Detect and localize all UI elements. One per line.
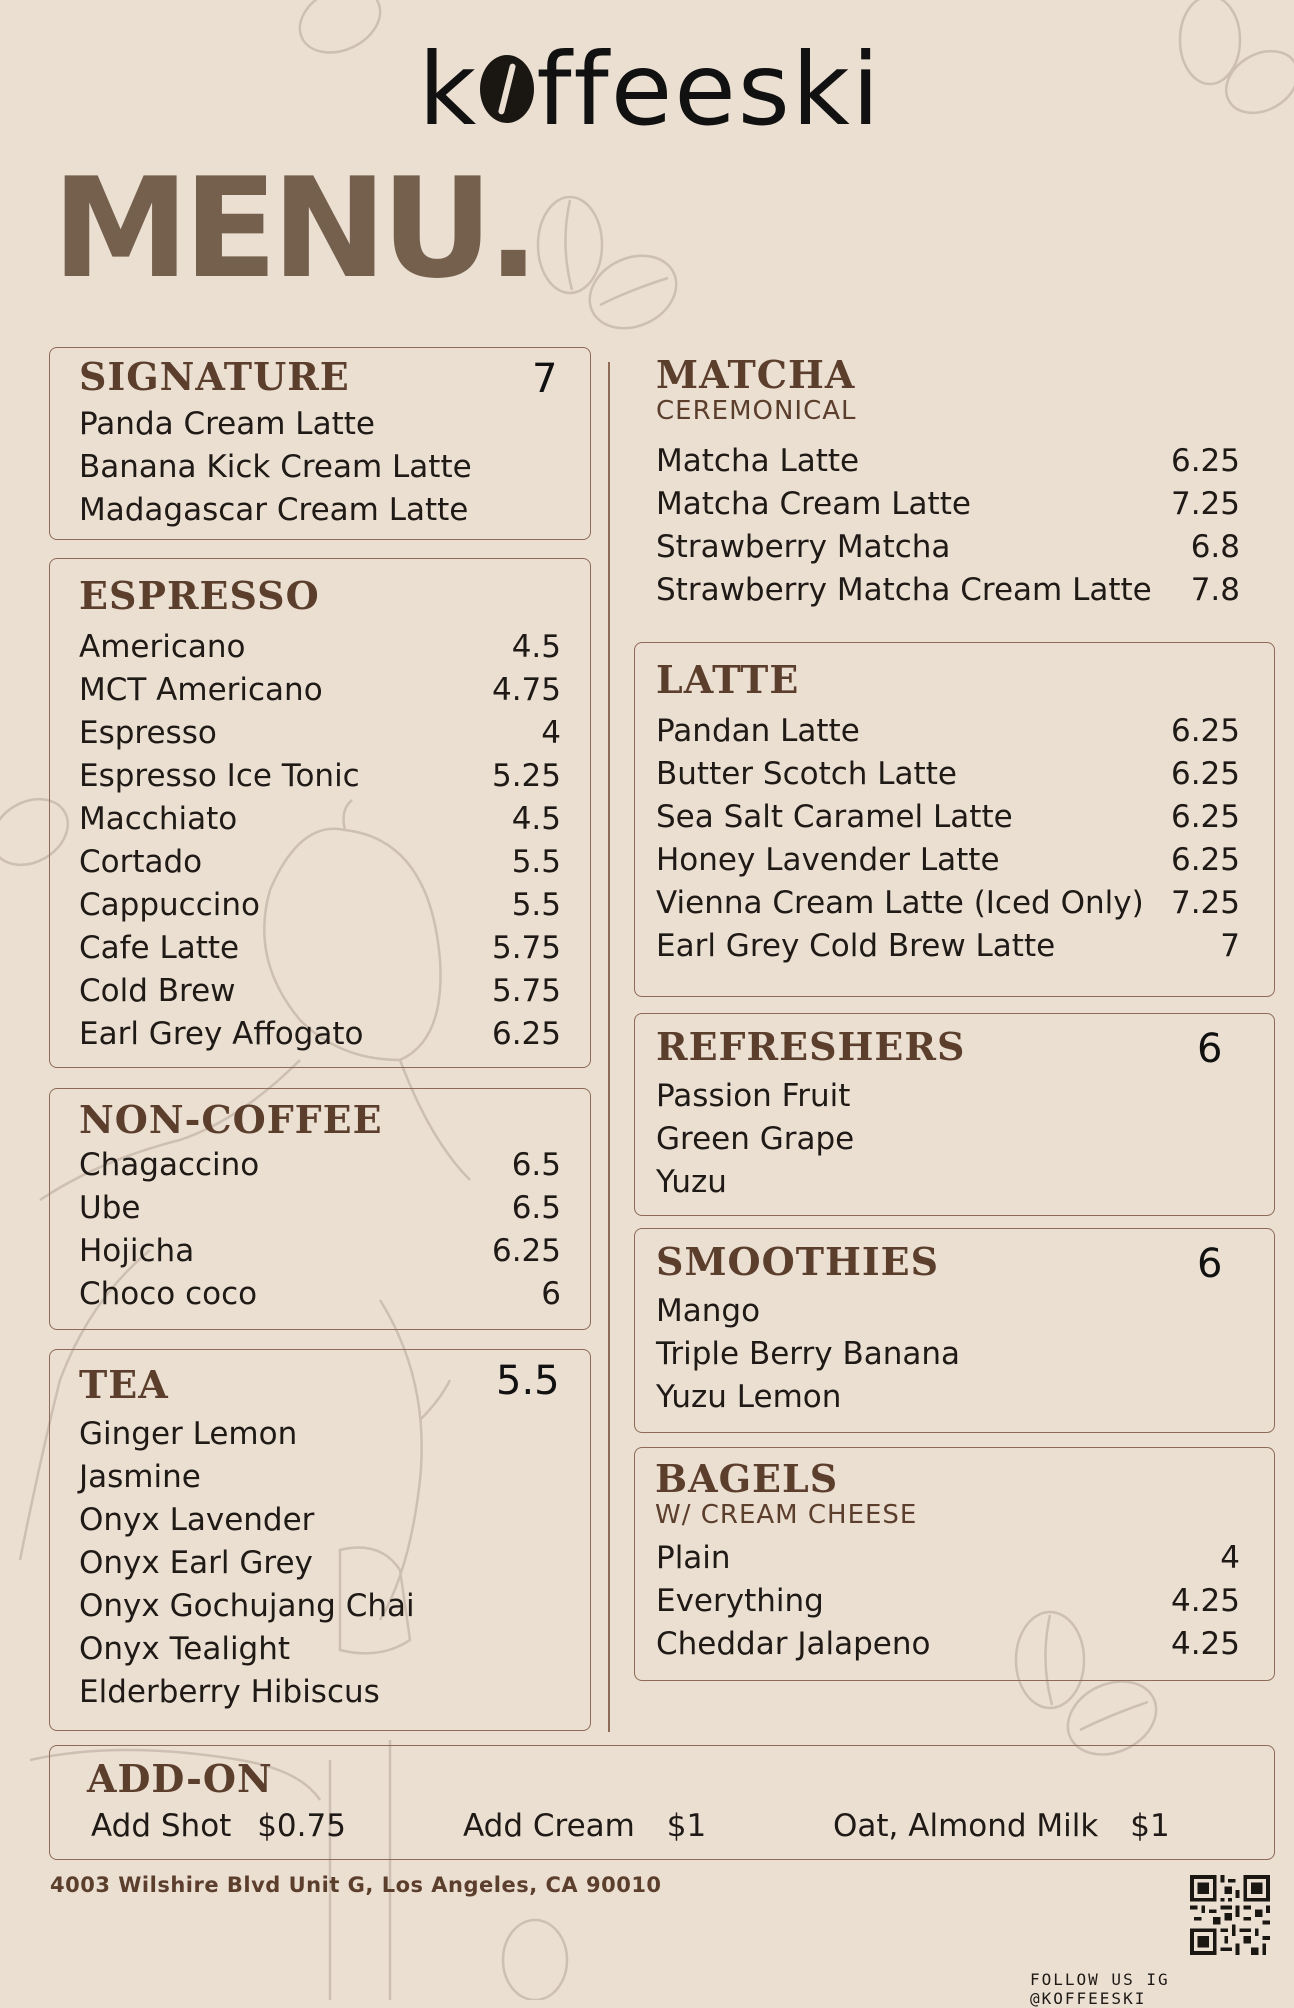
menu-item	[79, 1545, 313, 1581]
addon-price: $1	[666, 1808, 707, 1844]
item-name: Strawberry Matcha Cream Latte	[656, 572, 1152, 608]
menu-item	[656, 756, 1240, 792]
item-price: 6.25	[1170, 443, 1240, 479]
item-price: 5.5	[511, 844, 561, 880]
addon-section	[49, 1745, 1275, 1860]
item-name: Ginger Lemon	[79, 1416, 298, 1452]
addon-price: $0.75	[257, 1808, 346, 1844]
item-name: Elderberry Hibiscus	[79, 1674, 380, 1710]
section-subtitle: W/ CREAM CHEESE	[655, 1500, 918, 1530]
item-price: 4	[541, 715, 561, 751]
menu-item	[79, 449, 472, 485]
item-name: Cheddar Jalapeno	[656, 1626, 931, 1662]
menu-item	[79, 1674, 380, 1710]
item-name: Americano	[79, 629, 246, 665]
menu-item	[656, 486, 1240, 522]
section-title: SIGNATURE	[79, 354, 350, 399]
menu-item	[79, 973, 561, 1009]
item-name: Macchiato	[79, 801, 238, 837]
addon-item	[463, 1808, 706, 1844]
menu-item	[79, 930, 561, 966]
addon-item	[833, 1808, 1170, 1844]
item-name: Earl Grey Affogato	[79, 1016, 364, 1052]
item-name: Butter Scotch Latte	[656, 756, 957, 792]
item-name: Green Grape	[656, 1121, 855, 1157]
item-name: Onyx Tealight	[79, 1631, 291, 1667]
item-price: 5.75	[491, 973, 561, 1009]
menu-item	[656, 1121, 854, 1157]
item-price: 7.25	[1170, 486, 1240, 522]
refreshers-section	[634, 1013, 1275, 1216]
item-name: Pandan Latte	[656, 713, 860, 749]
item-price: 4.5	[511, 629, 561, 665]
menu-item	[79, 672, 561, 708]
item-price: 7.8	[1190, 572, 1240, 608]
menu-item	[79, 844, 561, 880]
item-name: Cafe Latte	[79, 930, 240, 966]
item-name: Jasmine	[79, 1459, 201, 1495]
item-name: Vienna Cream Latte (Iced Only)	[656, 885, 1144, 921]
item-price: 6.25	[1170, 756, 1240, 792]
menu-item	[79, 801, 561, 837]
menu-item	[656, 713, 1240, 749]
section-title: NON-COFFEE	[79, 1097, 383, 1142]
addon-name: Oat, Almond Milk	[833, 1808, 1099, 1844]
addon-name: Add Cream	[463, 1808, 635, 1844]
item-name: Strawberry Matcha	[656, 529, 951, 565]
non-coffee-section	[49, 1088, 591, 1330]
address: 4003 Wilshire Blvd Unit G, Los Angeles, CA 90010	[50, 1873, 662, 1897]
menu-item	[656, 1164, 727, 1200]
menu-item	[656, 529, 1240, 565]
menu-item	[79, 406, 375, 442]
menu-item	[79, 1459, 201, 1495]
section-price: 5.5	[496, 1358, 560, 1404]
item-price: 6.25	[491, 1016, 561, 1052]
addon-name: Add Shot	[91, 1808, 232, 1844]
menu-item	[79, 887, 561, 923]
item-name: Cappuccino	[79, 887, 260, 923]
item-name: Ube	[79, 1190, 141, 1226]
section-title: ESPRESSO	[79, 573, 320, 618]
menu-item	[656, 799, 1240, 835]
item-name: MCT Americano	[79, 672, 323, 708]
menu-item	[79, 1631, 290, 1667]
item-price: 4.25	[1170, 1583, 1240, 1619]
column-divider	[608, 362, 610, 1732]
item-name: Earl Grey Cold Brew Latte	[656, 928, 1056, 964]
menu-item	[79, 1276, 561, 1312]
menu-item	[656, 1540, 1240, 1576]
espresso-section	[49, 558, 591, 1068]
section-title: SMOOTHIES	[656, 1239, 940, 1284]
menu-title: MENU.	[52, 148, 534, 309]
menu-item	[656, 1583, 1240, 1619]
logo-text-start: k	[418, 30, 479, 148]
item-price: 6.8	[1190, 529, 1240, 565]
item-name: Onyx Earl Grey	[79, 1545, 313, 1581]
item-name: Madagascar Cream Latte	[79, 492, 469, 528]
item-name: Onyx Lavender	[79, 1502, 315, 1538]
item-name: Passion Fruit	[656, 1078, 851, 1114]
menu-item	[656, 928, 1240, 964]
item-price: 6.5	[511, 1190, 561, 1226]
logo-text-end: ffeeski	[536, 30, 882, 148]
item-name: Banana Kick Cream Latte	[79, 449, 472, 485]
item-name: Cortado	[79, 844, 203, 880]
item-name: Chagaccino	[79, 1147, 260, 1183]
menu-item	[656, 1293, 760, 1329]
menu-item	[79, 1502, 314, 1538]
qr-code-icon[interactable]	[1190, 1875, 1270, 1955]
item-name: Cold Brew	[79, 973, 236, 1009]
matcha-subtitle: CEREMONICAL	[656, 396, 857, 426]
tea-section	[49, 1349, 591, 1731]
item-price: 5.75	[491, 930, 561, 966]
section-price: 7	[532, 356, 558, 402]
item-name: Choco coco	[79, 1276, 258, 1312]
item-price: 7	[1220, 928, 1240, 964]
item-price: 4.25	[1170, 1626, 1240, 1662]
menu-item	[79, 758, 561, 794]
smoothies-section	[634, 1228, 1275, 1433]
menu-item	[656, 1626, 1240, 1662]
item-name: Plain	[656, 1540, 731, 1576]
menu-item	[79, 492, 468, 528]
menu-item	[79, 715, 561, 751]
item-price: 5.25	[491, 758, 561, 794]
item-name: Espresso Ice Tonic	[79, 758, 360, 794]
item-price: 4.5	[511, 801, 561, 837]
item-name: Espresso	[79, 715, 217, 751]
menu-item	[656, 842, 1240, 878]
item-name: Matcha Latte	[656, 443, 860, 479]
item-price: 6.25	[491, 1233, 561, 1269]
menu-item	[656, 1379, 841, 1415]
menu-item	[79, 1147, 561, 1183]
item-name: Panda Cream Latte	[79, 406, 375, 442]
item-name: Onyx Gochujang Chai	[79, 1588, 415, 1624]
menu-item	[79, 1416, 297, 1452]
menu-item	[79, 1233, 561, 1269]
latte-section	[634, 642, 1275, 997]
item-name: Hojicha	[79, 1233, 195, 1269]
bagels-section	[634, 1447, 1275, 1681]
matcha-title: MATCHA	[656, 352, 856, 397]
coffee-bean-icon	[480, 55, 534, 123]
menu-item	[79, 1016, 561, 1052]
brand-logo	[390, 24, 910, 154]
social-follow: FOLLOW US IG @KOFFEESKI	[1030, 1970, 1170, 2008]
section-price: 6	[1197, 1241, 1223, 1287]
menu-item	[79, 1588, 415, 1624]
menu-item	[79, 1190, 561, 1226]
item-price: 6.25	[1170, 799, 1240, 835]
addon-item	[91, 1808, 346, 1844]
item-price: 7.25	[1170, 885, 1240, 921]
section-title: REFRESHERS	[656, 1024, 966, 1069]
item-name: Yuzu	[656, 1164, 727, 1200]
item-name: Honey Lavender Latte	[656, 842, 1000, 878]
item-price: 6.5	[511, 1147, 561, 1183]
item-name: Triple Berry Banana	[656, 1336, 960, 1372]
item-price: 6.25	[1170, 713, 1240, 749]
menu-item	[656, 1336, 960, 1372]
signature-section	[49, 347, 591, 540]
item-name: Yuzu Lemon	[656, 1379, 842, 1415]
menu-item	[656, 885, 1240, 921]
section-title: ADD-ON	[87, 1756, 273, 1801]
section-title: TEA	[79, 1362, 169, 1407]
item-name: Mango	[656, 1293, 761, 1329]
item-price: 4.75	[491, 672, 561, 708]
item-price: 4	[1220, 1540, 1240, 1576]
menu-item	[79, 629, 561, 665]
item-price: 5.5	[511, 887, 561, 923]
section-price: 6	[1197, 1026, 1223, 1072]
item-name: Matcha Cream Latte	[656, 486, 971, 522]
addon-price: $1	[1130, 1808, 1170, 1844]
item-name: Sea Salt Caramel Latte	[656, 799, 1013, 835]
menu-item	[656, 572, 1240, 608]
section-title: LATTE	[656, 657, 800, 702]
section-title: BAGELS	[655, 1456, 839, 1501]
menu-item	[656, 1078, 850, 1114]
menu-item	[656, 443, 1240, 479]
item-name: Everything	[656, 1583, 824, 1619]
item-price: 6	[541, 1276, 561, 1312]
item-price: 6.25	[1170, 842, 1240, 878]
